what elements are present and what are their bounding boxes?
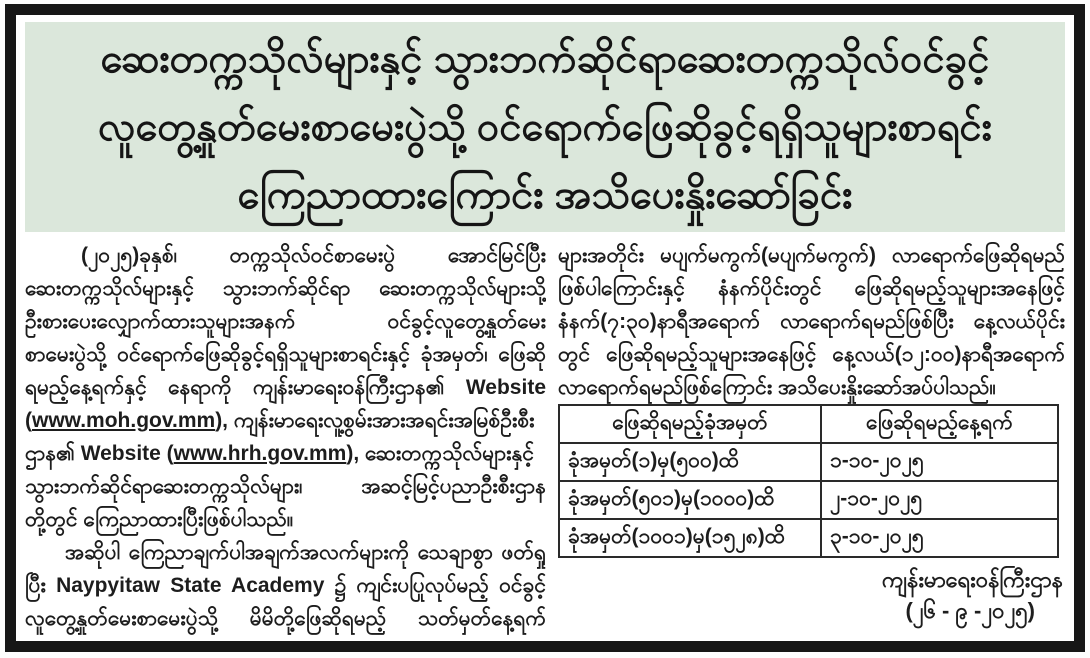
- title-line-2: လူတွေ့နှုတ်မေးစာမေးပွဲသို့ ဝင်ရောက်ဖြေဆိုခွင့်ရရှိသူများစာရင်း: [98, 105, 992, 149]
- moh-line-post: ), ကျန်းမာရေးလူ့စွမ်းအားအရင်းအမြစ်ဦးစီး: [215, 409, 535, 432]
- body-line-moh: [25, 404, 546, 437]
- title-line-3: ကြေညာထားကြောင်း အသိပေးနှိုးဆော်ခြင်း: [237, 173, 853, 217]
- body-line: ဖြစ်ပါကြောင်းနှင့် နံနက်ပိုင်းတွင် ဖြေဆိုရမည့်သူများအနေဖြင့်: [558, 277, 1065, 300]
- moh-website-link[interactable]: www.moh.gov.mm: [32, 409, 216, 432]
- hrh-website-link[interactable]: www.hrh.gov.mm: [173, 442, 347, 465]
- body-line: လာရောက်ရမည်ဖြစ်ကြောင်း အသိပေးနှိုးဆော်အပ်ပါသည်။: [558, 376, 996, 399]
- body-line: စာမေးပွဲသို့ ဝင်ရောက်ဖြေဆိုခွင့်ရရှိသူများစာရင်းနှင့် ခုံအမှတ်၊ ဖြေဆို: [25, 343, 546, 366]
- hrh-line-pre: ဌာန၏ Website (: [25, 442, 174, 465]
- title-banner: [25, 22, 1065, 232]
- exam-schedule-table: [558, 404, 1059, 558]
- right-column: [558, 239, 1065, 635]
- body-line: ပြီး Naypyitaw State Academy ၌ ကျင်းပပြုလုပ်မည့် ဝင်ခွင့်: [25, 574, 546, 597]
- column-header-exam-date: ဖြေဆိုရမည့်နေ့ရက်: [821, 405, 1058, 443]
- body-line: ဦးစားပေးလျှောက်ထားသူများအနက် ဝင်ခွင့်လူတွေ့နှုတ်မေး: [25, 310, 546, 333]
- body-line: သွားဘက်ဆိုင်ရာဆေးတက္ကသိုလ်များ၊ အဆင့်မြင့်ပညာဦးစီးဌာန: [25, 475, 546, 498]
- signature-organization: ကျန်းမာရေးဝန်ကြီးဌာန: [882, 567, 1063, 592]
- body-line: အဆိုပါ ကြေညာချက်ပါအချက်အလက်များကို သေချာစွာ ဖတ်ရှု: [65, 541, 546, 564]
- table-row: [559, 519, 1058, 557]
- body-line: များအတိုင်း မပျက်မကွက်(မပျက်မကွက်) လာရောက်ဖြေဆိုရမည်: [558, 244, 1065, 267]
- table-row: [559, 481, 1058, 519]
- column-header-roll-number: ဖြေဆိုရမည့်ခုံအမှတ်: [559, 405, 821, 443]
- signature-block: [558, 564, 1065, 626]
- body-columns: [25, 239, 1065, 635]
- exam-date-cell: ၂-၁၀-၂၀၂၅: [821, 481, 1058, 519]
- hrh-line-post: ), ဆေးတက္ကသိုလ်များနှင့်: [346, 442, 534, 465]
- body-line-hrh: [25, 437, 546, 470]
- roll-range-cell: ခုံအမှတ်(၅၀၁)မှ(၁၀၀၀)ထိ: [559, 481, 821, 519]
- body-line: တွင် ဖြေဆိုရမည့်သူများအနေဖြင့် နေ့လယ်(၁၂:၀၀)နာရီအရောက်: [558, 343, 1065, 366]
- body-line: နံနက်(၇:၃၀)နာရီအရောက် လာရောက်ရမည်ဖြစ်ပြီး နေ့လယ်ပိုင်း: [558, 310, 1065, 333]
- roll-range-cell: ခုံအမှတ်(၁)မှ(၅၀၀)ထိ: [559, 443, 821, 481]
- page-frame: [5, 4, 1085, 652]
- exam-date-cell: ၁-၁၀-၂၀၂၅: [821, 443, 1058, 481]
- table-row: [559, 443, 1058, 481]
- body-line: ဆေးတက္ကသိုလ်များနှင့် သွားဘက်ဆိုင်ရာ ဆေးတက္ကသိုလ်များသို့: [25, 277, 546, 300]
- body-line: ရမည့်နေ့ရက်နှင့် နေရာကို ကျန်းမာရေးဝန်ကြီးဌာန၏ Website: [25, 376, 546, 399]
- signature-date: (၂၆ - ၉ -၂၀၂၅): [905, 598, 1035, 623]
- left-column: [25, 239, 546, 635]
- moh-line-pre: (: [25, 409, 32, 432]
- table-header-row: [559, 405, 1058, 443]
- body-line: (၂၀၂၅)ခုနှစ်၊ တက္ကသိုလ်ဝင်စာမေးပွဲ အောင်မြင်ပြီး: [81, 244, 546, 267]
- title-line-1: ဆေးတက္ကသိုလ်များနှင့် သွားဘက်ဆိုင်ရာဆေးတက္ကသိုလ်ဝင်ခွင့်: [100, 37, 990, 81]
- exam-date-cell: ၃-၁၀-၂၀၂၅: [821, 519, 1058, 557]
- roll-range-cell: ခုံအမှတ်(၁၀၀၁)မှ(၁၅၂၈)ထိ: [559, 519, 821, 557]
- body-line: တို့တွင် ကြေညာထားပြီးဖြစ်ပါသည်။: [25, 508, 294, 531]
- body-line: လူတွေ့နှုတ်မေးစာမေးပွဲသို့ မိမိတို့ဖြေဆိုရမည့် သတ်မှတ်နေ့ရက်: [25, 607, 546, 630]
